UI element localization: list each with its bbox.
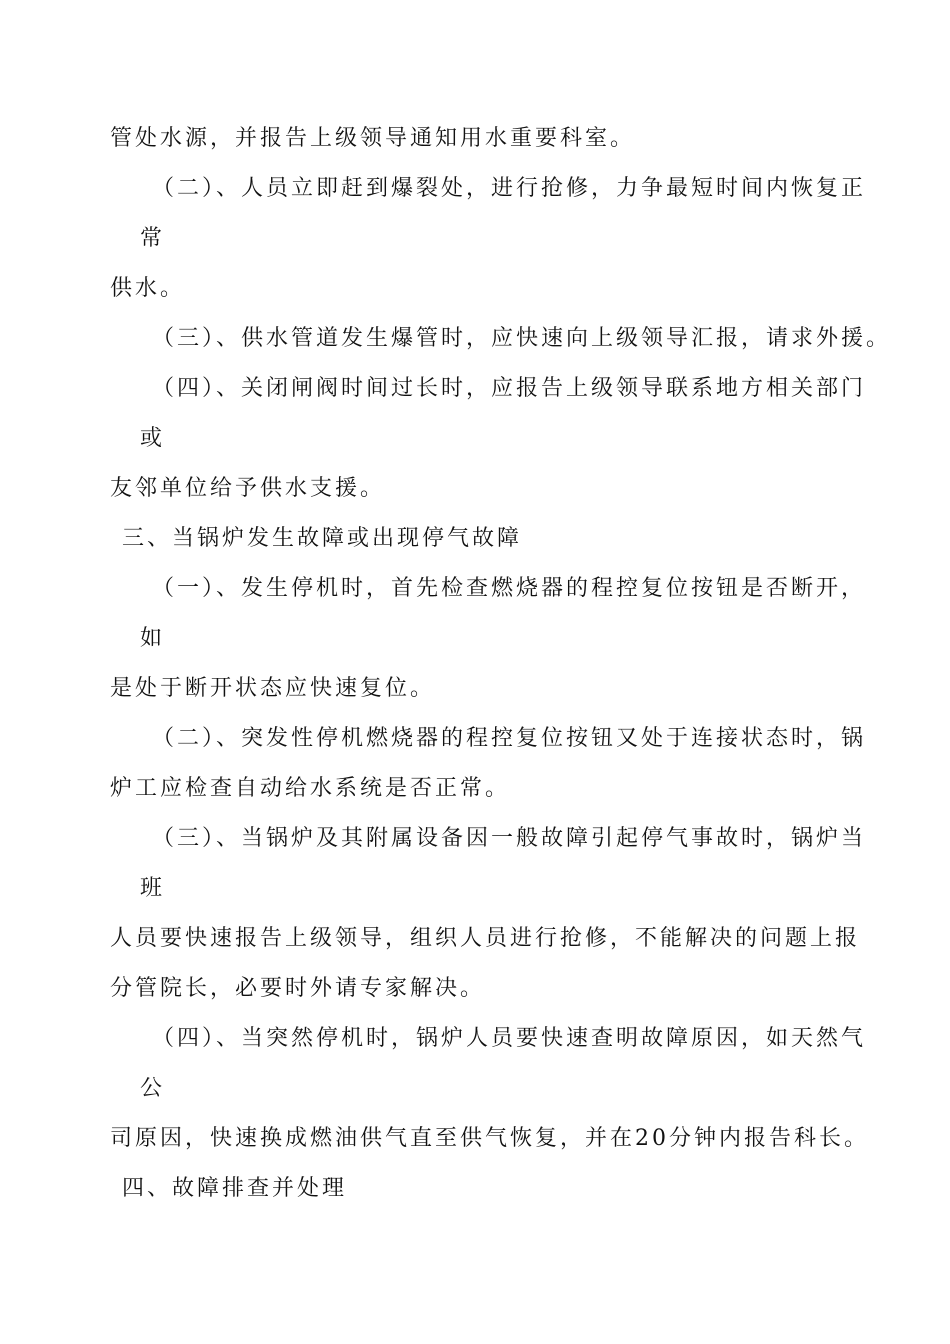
text-line: 人员要快速报告上级领导，组织人员进行抢修，不能解决的问题上报 <box>110 926 861 951</box>
text-line: （一）、发生停机时，首先检查燃烧器的程控复位按钮是否断开， <box>152 576 867 601</box>
text-line: （二）、人员立即赶到爆裂处，进行抢修，力争最短时间内恢复正 <box>152 176 867 201</box>
text-line: 班 <box>140 876 166 901</box>
text-line: 友邻单位给予供水支援。 <box>110 476 386 501</box>
text-line: （三）、当锅炉及其附属设备因一般故障引起停气事故时，锅炉当 <box>152 826 867 851</box>
text-line: 是处于断开状态应快速复位。 <box>110 676 436 701</box>
text-line: 管处水源，并报告上级领导通知用水重要科室。 <box>110 126 636 151</box>
text-line: 或 <box>140 426 166 451</box>
section-heading: 四、故障排查并处理 <box>122 1176 348 1201</box>
text-line: （四）、当突然停机时，锅炉人员要快速查明故障原因，如天然气 <box>152 1026 867 1051</box>
text-line: （三）、供水管道发生爆管时，应快速向上级领导汇报，请求外援。 <box>152 326 892 351</box>
text-line: 分管院长，必要时外请专家解决。 <box>110 976 486 1001</box>
text-line: 司原因，快速换成燃油供气直至供气恢复，并在20分钟内报告科长。 <box>110 1126 869 1151</box>
text-line: （四）、关闭闸阀时间过长时，应报告上级领导联系地方相关部门 <box>152 376 867 401</box>
section-heading: 三、当锅炉发生故障或出现停气故障 <box>122 526 523 551</box>
text-line: 如 <box>140 626 166 651</box>
text-line: 炉工应检查自动给水系统是否正常。 <box>110 776 511 801</box>
text-line: 常 <box>140 226 166 251</box>
text-line: （二）、突发性停机燃烧器的程控复位按钮又处于连接状态时，锅 <box>152 726 867 751</box>
text-line: 供水。 <box>110 276 186 301</box>
text-line: 公 <box>140 1076 166 1101</box>
